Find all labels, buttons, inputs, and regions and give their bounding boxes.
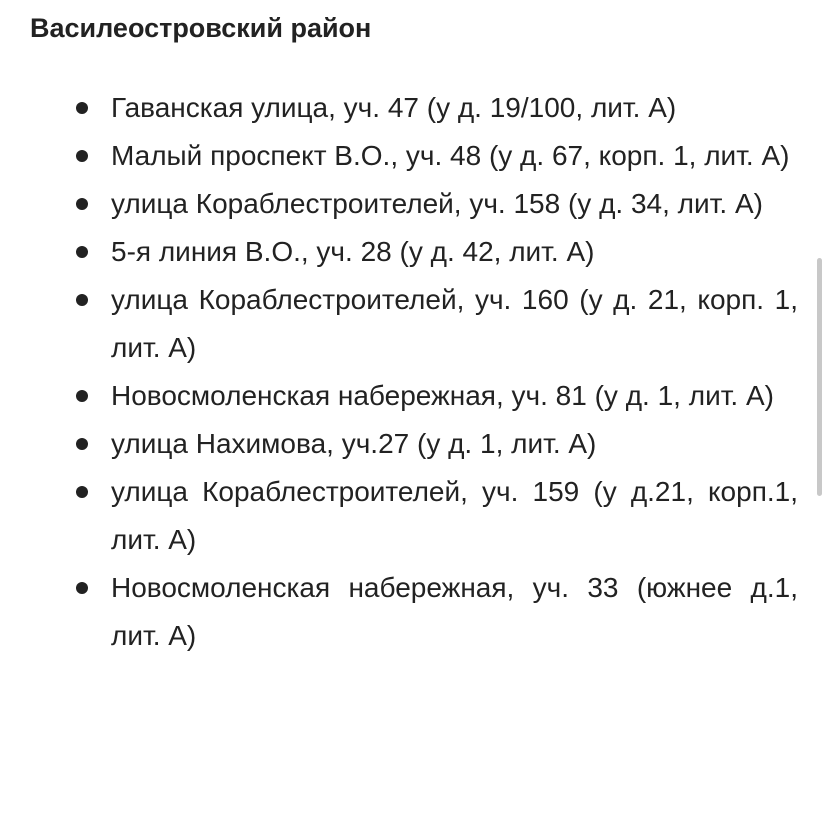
address-text: улица Кораблестроителей, уч. 158 (у д. 34, лит. А) [111,188,763,219]
bullet-icon [76,582,88,594]
list-item [0,468,828,564]
list-item [0,132,828,180]
bullet-icon [76,294,88,306]
bullet-icon [76,486,88,498]
list-item [0,420,828,468]
bullet-icon [76,438,88,450]
address-text: Малый проспект В.О., уч. 48 (у д. 67, корп. 1, лит. А) [111,140,790,171]
list-item [0,228,828,276]
address-list [0,84,828,660]
vertical-scrollbar[interactable] [817,258,822,496]
address-text: улица Кораблестроителей, уч. 160 (у д. 21, корп. 1, лит. А) [111,284,798,363]
list-item [0,84,828,132]
district-heading: Василеостровский район [30,13,372,43]
bullet-icon [76,246,88,258]
address-text: улица Нахимова, уч.27 (у д. 1, лит. А) [111,428,597,459]
bullet-icon [76,150,88,162]
address-text: 5-я линия В.О., уч. 28 (у д. 42, лит. А) [111,236,595,267]
list-item [0,180,828,228]
bullet-icon [76,390,88,402]
address-text: Новосмоленская набережная, уч. 81 (у д. 1, лит. А) [111,380,774,411]
list-item [0,564,828,660]
list-item [0,276,828,372]
bullet-icon [76,102,88,114]
address-text: Новосмоленская набережная, уч. 33 (южнее д.1, лит. А) [111,572,798,651]
address-text: улица Кораблестроителей, уч. 159 (у д.21, корп.1, лит. А) [111,476,798,555]
list-item [0,372,828,420]
bullet-icon [76,198,88,210]
address-text: Гаванская улица, уч. 47 (у д. 19/100, лит. А) [111,92,677,123]
